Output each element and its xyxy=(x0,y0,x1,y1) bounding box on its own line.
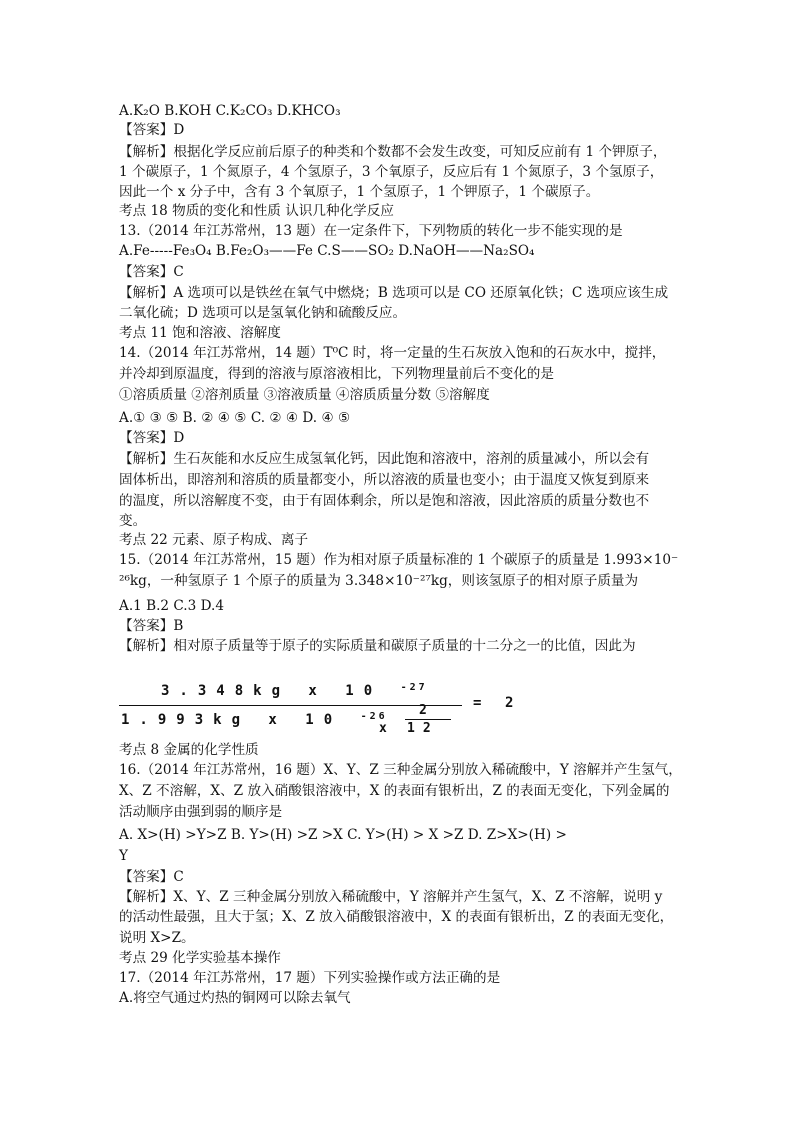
answer-label: 【答案】D xyxy=(119,430,185,446)
formula-numerator xyxy=(161,683,428,699)
question-text: 并冷却到原温度，得到的溶液与原溶液相比，下列物理量前后不变化的是 xyxy=(119,366,554,382)
twelfth-denominator: 12 xyxy=(407,721,439,736)
analysis-text: 1 个碳原子，1 个氮原子，4 个氢原子，3 个氧原子，反应后有 1 个氮原子，3 个氢原子， xyxy=(119,164,664,180)
answer-options-line: A.① ③ ⑤ B. ② ④ ⑤ C. ② ④ D. ④ ⑤ xyxy=(119,410,351,426)
answer-label: 【答案】B xyxy=(119,618,184,634)
relative-mass-formula xyxy=(119,680,539,740)
analysis-text: 【解析】生石灰能和水反应生成氢氧化钙，因此饱和溶液中，溶剂的质量减小，所以会有 xyxy=(119,451,650,467)
answer-label: 【答案】D xyxy=(119,122,185,138)
fraction-bar xyxy=(119,705,462,706)
question-text: X、Z 不溶解，X、Z 放入硝酸银溶液中，X 的表面有银析出，Z 的表面无变化，下列金属的 xyxy=(119,783,670,799)
question-text: 15.（2014 年江苏常州，15 题）作为相对原子质量标准的 1 个碳原子的质量是 1.993×10⁻ xyxy=(119,552,679,568)
formula-numerator-text: 3.348kg x 10 xyxy=(161,683,383,699)
analysis-text: 的温度，所以溶解度不变，由于有固体剩余，所以是饱和溶液，因此溶质的质量分数也不 xyxy=(119,493,650,509)
formula-denominator xyxy=(121,712,388,728)
question-text: 17.（2014 年江苏常州，17 题）下列实验操作或方法正确的是 xyxy=(119,970,501,986)
question-text: 活动顺序由强到弱的顺序是 xyxy=(119,804,283,820)
answer-options-line: A.Fe-----Fe₃O₄ B.Fe₂O₃——Fe C.S——SO₂ D.NaOH——Na₂SO₄ xyxy=(119,243,535,259)
question-text: ²⁶kg，一种氢原子 1 个原子的质量为 3.348×10⁻²⁷kg，则该氢原子的相对原子质量为 xyxy=(119,573,639,589)
formula-numerator-exponent: -27 xyxy=(400,682,428,693)
topic-heading: 考点 8 金属的化学性质 xyxy=(119,742,259,758)
topic-heading: 考点 11 饱和溶液、溶解度 xyxy=(119,325,281,341)
analysis-text: 固体析出，即溶剂和溶质的质量都变小，所以溶液的质量也变小；由于温度又恢复到原来 xyxy=(119,472,650,488)
equals-sign: = xyxy=(473,695,482,711)
quantity-list: ①溶质质量 ②溶剂质量 ③溶液质量 ④溶质质量分数 ⑤溶解度 xyxy=(119,387,490,403)
answer-label: 【答案】C xyxy=(119,264,184,280)
formula-denominator-text: 1.993kg x 10 xyxy=(121,712,343,728)
analysis-text: 的活动性最强，且大于氢；X、Z 放入硝酸银溶液中，X 的表面有银析出，Z 的表面无变化， xyxy=(119,909,674,925)
formula-result: 2 xyxy=(505,695,514,711)
twelfth-bar xyxy=(405,719,451,720)
analysis-text: 变。 xyxy=(119,513,147,529)
topic-heading: 考点 18 物质的变化和性质 认识几种化学反应 xyxy=(119,203,394,219)
twelfth-numerator: 2 xyxy=(419,703,427,718)
analysis-text: 二氧化硫；D 选项可以是氢氧化钠和硫酸反应。 xyxy=(119,305,407,321)
times-sign: x xyxy=(379,721,387,736)
answer-options-line: A. X>(H) >Y>Z B. Y>(H) >Z >X C. Y>(H) > X >Z D. Z>X>(H) > xyxy=(119,827,567,843)
analysis-text: 【解析】X、Y、Z 三种金属分别放入稀硫酸中，Y 溶解并产生氢气，X、Z 不溶解，说明 y xyxy=(119,889,663,905)
analysis-text: 因此一个 x 分子中，含有 3 个氧原子，1 个氢原子，1 个钾原子，1 个碳原子。 xyxy=(119,184,600,200)
question-text: 14.（2014 年江苏常州，14 题）T⁰C 时，将一定量的生石灰放入饱和的石灰水中，搅拌， xyxy=(119,345,666,361)
answer-options-line: A.1 B.2 C.3 D.4 xyxy=(119,598,224,614)
topic-heading: 考点 29 化学实验基本操作 xyxy=(119,950,281,966)
analysis-text: 【解析】A 选项可以是铁丝在氧气中燃烧；B 选项可以是 CO 还原氧化铁；C 选项应该生成 xyxy=(119,285,669,301)
answer-options-line: A.将空气通过灼热的铜网可以除去氧气 xyxy=(119,990,351,1006)
answer-options-line: Y xyxy=(119,848,128,864)
question-text: 16.（2014 年江苏常州，16 题）X、Y、Z 三种金属分别放入稀硫酸中，Y 溶解并产生氢气， xyxy=(119,762,682,778)
question-text: 13.（2014 年江苏常州，13 题）在一定条件下，下列物质的转化一步不能实现的是 xyxy=(119,223,623,239)
answer-label: 【答案】C xyxy=(119,869,184,885)
analysis-text: 说明 X>Z。 xyxy=(119,930,195,946)
formula-denominator-exponent: -26 xyxy=(360,711,388,722)
analysis-text: 【解析】根据化学反应前后原子的种类和个数都不会发生改变，可知反应前有 1 个钾原子， xyxy=(119,144,667,160)
analysis-text: 【解析】相对原子质量等于原子的实际质量和碳原子质量的十二分之一的比值，因此为 xyxy=(119,638,636,654)
answer-options-line: A.K₂O B.KOH C.K₂CO₃ D.KHCO₃ xyxy=(119,103,341,119)
topic-heading: 考点 22 元素、原子构成、离子 xyxy=(119,532,309,548)
